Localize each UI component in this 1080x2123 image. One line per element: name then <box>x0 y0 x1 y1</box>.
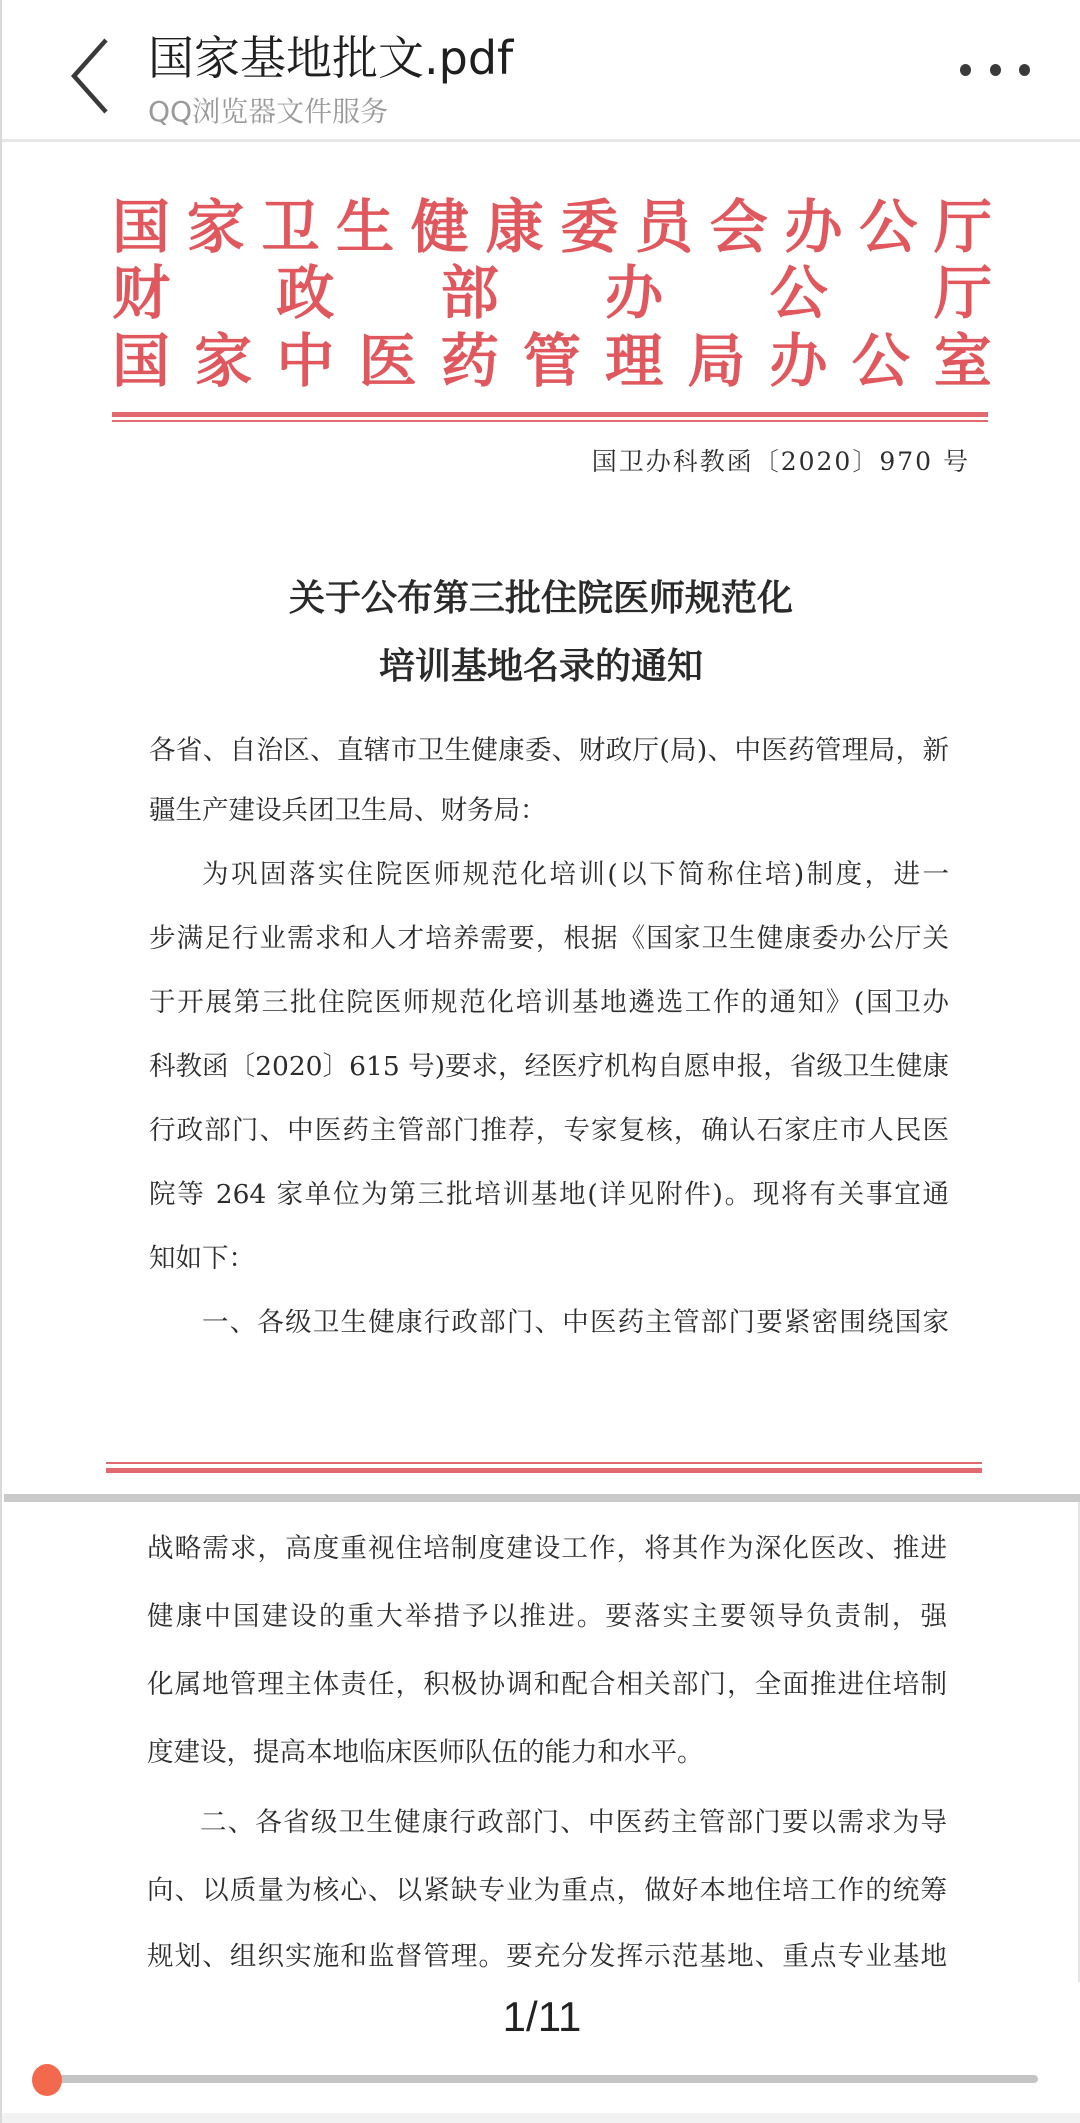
body-text-line: 科教函〔2020〕615 号)要求，经医疗机构自愿申报，省级卫生健康 <box>149 1051 949 1082</box>
letterhead-line-2 <box>112 258 992 328</box>
body-text-line: 战略需求，高度重视住培制度建设工作，将其作为深化医改、推进 <box>147 1533 947 1564</box>
body-text-line: 为巩固落实住院医师规范化培训(以下简称住培)制度，进一 <box>202 859 949 890</box>
body-text-line: 疆生产建设兵团卫生局、财务局： <box>149 795 547 826</box>
body-text-line: 于开展第三批住院医师规范化培训基地遴选工作的通知》(国卫办 <box>149 987 949 1018</box>
file-title: 国家基地批文.pdf <box>148 31 514 85</box>
body-text-line: 化属地管理主体责任，积极协调和配合相关部门，全面推进住培制 <box>147 1669 947 1700</box>
body-text-line: 规划、组织实施和监督管理。要充分发挥示范基地、重点专业基地 <box>147 1941 947 1972</box>
letterhead-char: 厅 <box>933 193 992 261</box>
page-indicator: 1/11 <box>502 1993 582 2040</box>
pdf-page-2[interactable] <box>4 1502 1080 1982</box>
letterhead-char: 办 <box>784 193 843 261</box>
body-text-line: 知如下： <box>149 1243 255 1274</box>
letterhead-char: 卫 <box>261 193 320 261</box>
letterhead-char: 办 <box>605 259 664 327</box>
letterhead-char: 员 <box>635 193 694 261</box>
letterhead-char: 国 <box>112 193 171 261</box>
more-horizontal-icon <box>1019 64 1030 76</box>
letterhead-char: 康 <box>485 193 544 261</box>
body-text-line: 院等 264 家单位为第三批培训基地(详见附件)。现将有关事宜通 <box>149 1179 949 1210</box>
footer-rule-thick <box>106 1468 982 1473</box>
letterhead-line-3 <box>112 326 992 396</box>
pdf-page-1[interactable] <box>4 142 1078 1492</box>
page-separator <box>4 1494 1080 1502</box>
letterhead-char: 家 <box>194 327 253 395</box>
top-app-bar <box>2 0 1080 142</box>
letterhead-char: 公 <box>859 193 918 261</box>
body-text-line: 步满足行业需求和人才培养需要，根据《国家卫生健康委办公厅关 <box>149 923 949 954</box>
chevron-left-icon <box>64 34 120 114</box>
page-slider-track[interactable] <box>46 2075 1038 2083</box>
document-number: 国卫办科教函〔2020〕970 号 <box>591 447 970 476</box>
letterhead-char: 管 <box>522 327 581 395</box>
back-button[interactable] <box>64 34 120 114</box>
letterhead-char: 药 <box>440 327 499 395</box>
letterhead-line-1 <box>112 192 992 262</box>
letterhead-char: 理 <box>605 327 664 395</box>
bottom-strip <box>2 2113 1080 2123</box>
letterhead-char: 生 <box>336 193 395 261</box>
more-options-button[interactable] <box>960 55 1030 85</box>
body-text-line: 一、各级卫生健康行政部门、中医药主管部门要紧密围绕国家 <box>202 1307 949 1338</box>
letterhead-char: 家 <box>186 193 245 261</box>
body-text-line: 健康中国建设的重大举措予以推进。要落实主要领导负责制，强 <box>147 1601 947 1632</box>
letterhead-char: 委 <box>560 193 619 261</box>
page-slider-thumb[interactable] <box>32 2064 62 2096</box>
letterhead-char: 医 <box>358 327 417 395</box>
letterhead-char: 厅 <box>933 259 992 327</box>
letterhead-char: 政 <box>276 259 335 327</box>
letterhead-char: 公 <box>851 327 910 395</box>
letterhead-char: 部 <box>440 259 499 327</box>
body-text-line: 各省、自治区、直辖市卫生健康委、财政厅(局)、中医药管理局，新 <box>149 735 949 766</box>
letterhead-rule-thin <box>112 420 988 422</box>
letterhead-char: 健 <box>410 193 469 261</box>
body-text-line: 度建设，提高本地临床医师队伍的能力和水平。 <box>147 1737 704 1768</box>
letterhead-char: 国 <box>112 327 171 395</box>
footer-rule-thin <box>106 1462 982 1464</box>
more-horizontal-icon <box>960 64 971 76</box>
more-horizontal-icon <box>990 64 1001 76</box>
letterhead-char: 中 <box>276 327 335 395</box>
letterhead-rule-thick <box>112 412 988 417</box>
file-source-subtitle: QQ浏览器文件服务 <box>148 95 389 128</box>
letterhead-char: 办 <box>769 327 828 395</box>
letterhead-char: 会 <box>709 193 768 261</box>
letterhead-char: 室 <box>933 327 992 395</box>
body-text-line: 行政部门、中医药主管部门推荐，专家复核，确认石家庄市人民医 <box>149 1115 949 1146</box>
letterhead-char: 财 <box>112 259 171 327</box>
letterhead-char: 局 <box>687 327 746 395</box>
document-title-line-1: 关于公布第三批住院医师规范化 <box>288 577 793 619</box>
letterhead-char: 公 <box>769 259 828 327</box>
body-text-line: 二、各省级卫生健康行政部门、中医药主管部门要以需求为导 <box>200 1807 947 1838</box>
document-title-line-2: 培训基地名录的通知 <box>378 645 703 687</box>
body-text-line: 向、以质量为核心、以紧缺专业为重点，做好本地住培工作的统筹 <box>147 1875 947 1906</box>
